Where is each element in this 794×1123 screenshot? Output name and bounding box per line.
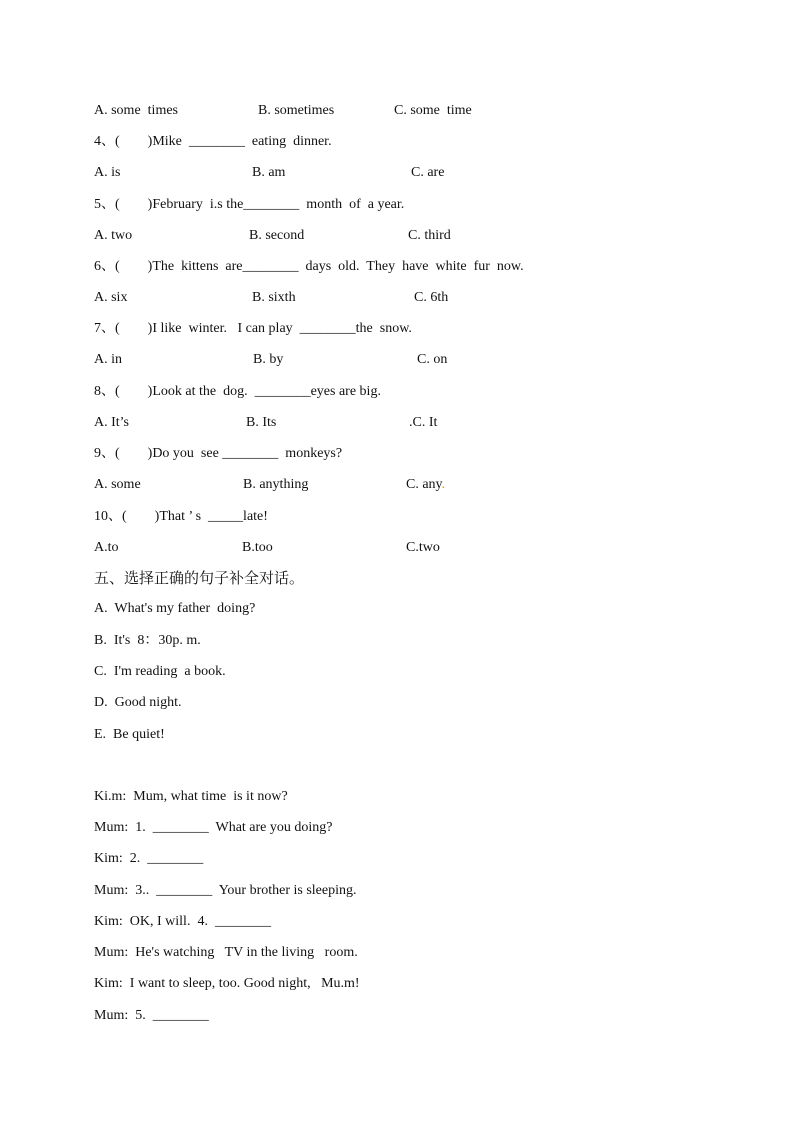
dialogue-line-2: Mum: 1. ________ What are you doing? <box>94 820 333 835</box>
dialogue-line-3: Kim: 2. ________ <box>94 851 204 866</box>
choice-e: E. Be quiet! <box>94 727 165 742</box>
q3-option-a: A. some times <box>94 103 178 118</box>
dialogue-line-1: Ki.m: Mum, what time is it now? <box>94 789 288 804</box>
question-6-options <box>94 287 754 309</box>
dialogue-line-7: Kim: I want to sleep, too. Good night, Mu.m! <box>94 976 360 991</box>
choice-d: D. Good night. <box>94 695 182 710</box>
q10-option-c: C.two <box>406 540 440 555</box>
question-10-stem: 10、( )That ’ s _____late! <box>94 509 268 524</box>
q7-option-c: C. on <box>417 352 448 367</box>
question-9-options <box>94 474 754 496</box>
question-7-options <box>94 349 754 371</box>
q9-option-c-dot: . <box>441 477 446 492</box>
q4-option-b: B. am <box>252 165 286 180</box>
question-8-stem: 8、( )Look at the dog. ________eyes are big. <box>94 384 381 399</box>
dialogue-line-5: Kim: OK, I will. 4. ________ <box>94 914 271 929</box>
question-9-stem: 9、( )Do you see ________ monkeys? <box>94 446 343 461</box>
q9-option-a: A. some <box>94 477 141 492</box>
dialogue-line-4: Mum: 3.. ________ Your brother is sleeping. <box>94 883 357 898</box>
q5-option-b: B. second <box>249 228 305 243</box>
q6-option-a: A. six <box>94 290 128 305</box>
q3-options-row <box>94 100 754 122</box>
question-7-stem: 7、( )I like winter. I can play ________the snow. <box>94 321 412 336</box>
choice-a: A. What's my father doing? <box>94 601 256 616</box>
choice-b: B. It's 8：30p. m. <box>94 633 201 648</box>
question-5-stem: 5、( )February i.s the________ month of a year. <box>94 197 405 212</box>
q10-option-b: B.too <box>242 540 273 555</box>
q5-option-c: C. third <box>408 228 451 243</box>
q9-option-c: C. any <box>406 477 442 492</box>
q8-option-a: A. It’s <box>94 415 129 430</box>
choice-c: C. I'm reading a book. <box>94 664 226 679</box>
q4-option-c: C. are <box>411 165 445 180</box>
question-10-options <box>94 537 754 559</box>
q10-option-a: A.to <box>94 540 119 555</box>
q7-option-a: A. in <box>94 352 122 367</box>
q3-option-b: B. sometimes <box>258 103 335 118</box>
section-5-heading: 五、选择正确的句子补全对话。 <box>94 569 305 587</box>
dialogue-line-6: Mum: He's watching TV in the living room. <box>94 945 358 960</box>
dialogue-line-8: Mum: 5. ________ <box>94 1008 209 1023</box>
q6-option-c: C. 6th <box>414 290 449 305</box>
q9-option-b: B. anything <box>243 477 309 492</box>
question-8-options <box>94 412 754 434</box>
question-6-stem: 6、( )The kittens are________ days old. They have white fur now. <box>94 259 524 274</box>
q4-option-a: A. is <box>94 165 121 180</box>
q6-option-b: B. sixth <box>252 290 296 305</box>
q9-option-c-wrap <box>406 474 445 496</box>
question-4-options <box>94 162 754 184</box>
q8-option-b: B. Its <box>246 415 277 430</box>
q5-option-a: A. two <box>94 228 133 243</box>
question-5-options <box>94 225 754 247</box>
q8-option-c: .C. It <box>409 415 438 430</box>
q7-option-b: B. by <box>253 352 284 367</box>
question-4-stem: 4、( )Mike ________ eating dinner. <box>94 134 332 149</box>
q3-option-c: C. some time <box>394 103 472 118</box>
